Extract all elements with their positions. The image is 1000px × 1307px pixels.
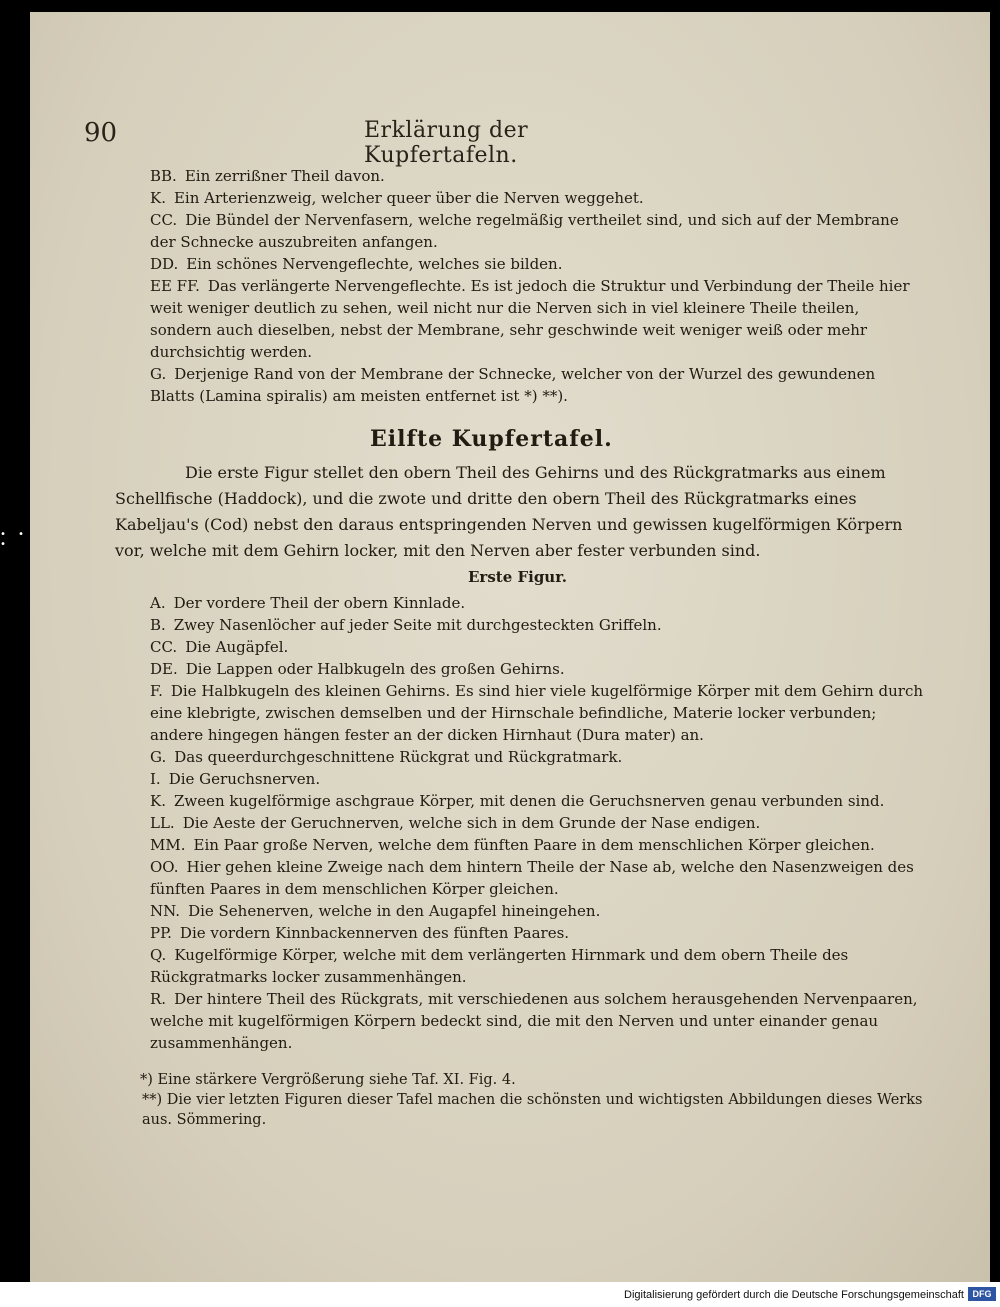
running-title: Erklärung der Kupfertafeln. — [364, 118, 529, 168]
list-item: CC. Die Bündel der Nervenfasern, welche regelmäßig vertheilet sind, und sich auf der Membrane der Schnecke auszubreiten anfangen. — [150, 211, 899, 251]
binding-edge-marks: • • • — [0, 529, 28, 550]
page-number: 90 — [84, 118, 118, 148]
sub-heading: Erste Figur. — [468, 568, 567, 586]
list-item: NN. Die Sehenerven, welche in den Augapfel hineingehen. — [150, 902, 601, 920]
list-item: G. Derjenige Rand von der Membrane der Schnecke, welcher von der Wurzel des gewundenen Blatts (Lamina spiralis) am meisten entfernet ist *) **). — [150, 365, 876, 405]
list-item: B. Zwey Nasenlöcher auf jeder Seite mit durchgesteckten Griffeln. — [150, 616, 662, 634]
footnotes — [140, 1070, 930, 1130]
list-item: K. Zween kugelförmige aschgraue Körper, mit denen die Geruchsnerven genau verbunden sind. — [150, 792, 885, 810]
figure-entries — [150, 592, 925, 1054]
list-item: PP. Die vordern Kinnbackennerven des fünften Paares. — [150, 924, 570, 942]
intro-paragraph: Die erste Figur stellet den obern Theil des Gehirns und des Rückgratmarks aus einem Schellfische (Haddock), und die zwote und dritte den obern Theil des Rückgratmarks eines Kabeljau's (Cod) nebst den daraus entspringenden Nerven und gewissen kugelförmigen Körpern vor, welche mit dem Gehirn locker, mit den Nerven aber fester verbunden sind. — [115, 463, 903, 560]
list-item: G. Das queerdurchgeschnittene Rückgrat und Rückgratmark. — [150, 748, 623, 766]
footnote: **) Die vier letzten Figuren dieser Tafel machen die schönsten und wichtigsten Abbildungen dieses Werks aus. Sömmering. — [142, 1092, 923, 1128]
list-item: MM. Ein Paar große Nerven, welche dem fünften Paare in dem menschlichen Körper gleichen. — [150, 836, 875, 854]
entries-top — [150, 165, 920, 407]
list-item: OO. Hier gehen kleine Zweige nach dem hintern Theile der Nase ab, welche den Nasenzweigen des fünften Paares in dem menschlichen Körper gleichen. — [150, 858, 914, 898]
list-item: I. Die Geruchsnerven. — [150, 770, 321, 788]
footnote: *) Eine stärkere Vergrößerung siehe Taf. XI. Fig. 4. — [140, 1072, 516, 1088]
list-item: R. Der hintere Theil des Rückgrats, mit verschiedenen aus solchem herausgehenden Nervenpaaren, welche mit kugelförmigen Körpern bedeckt sind, die mit den Nerven und unter einander genau zusammenhängen. — [150, 990, 918, 1052]
running-head — [84, 118, 654, 168]
list-item: BB. Ein zerrißner Theil davon. — [150, 167, 385, 185]
list-item: EE FF. Das verlängerte Nervengeflechte. Es ist jedoch die Struktur und Verbindung der Theile hier weit weniger deutlich zu sehen, weil nicht nur die Nerven sich in viel kleinere Theile theilen, sondern auch dieselben, nebst der Membrane, sehr geschwinde weit weniger weiß oder mehr durchsichtig werden. — [150, 277, 910, 361]
section-heading: Eilfte Kupfertafel. — [370, 426, 613, 452]
list-item: CC. Die Augäpfel. — [150, 638, 289, 656]
list-item: DE. Die Lappen oder Halbkugeln des großen Gehirns. — [150, 660, 565, 678]
list-item: LL. Die Aeste der Geruchnerven, welche sich in dem Grunde der Nase endigen. — [150, 814, 761, 832]
dfg-logo: DFG — [968, 1287, 996, 1301]
list-item: F. Die Halbkugeln des kleinen Gehirns. Es sind hier viele kugelförmige Körper mit dem Gehirn durch eine klebrigte, zwischen demselben und der Hirnschale befindliche, Materie locker verbunden; andere hingegen hängen fester an der dicken Hirnhaut (Dura mater) an. — [150, 682, 924, 744]
list-item: Q. Kugelförmige Körper, welche mit dem verlängerten Hirnmark und dem obern Theile des Rückgratmarks locker zusammenhängen. — [150, 946, 849, 986]
list-item: A. Der vordere Theil der obern Kinnlade. — [150, 594, 466, 612]
funding-credit: Digitalisierung gefördert durch die Deutsche Forschungsgemeinschaft — [624, 1289, 964, 1301]
list-item: DD. Ein schönes Nervengeflechte, welches sie bilden. — [150, 255, 563, 273]
list-item: K. Ein Arterienzweig, welcher queer über die Nerven weggehet. — [150, 189, 644, 207]
